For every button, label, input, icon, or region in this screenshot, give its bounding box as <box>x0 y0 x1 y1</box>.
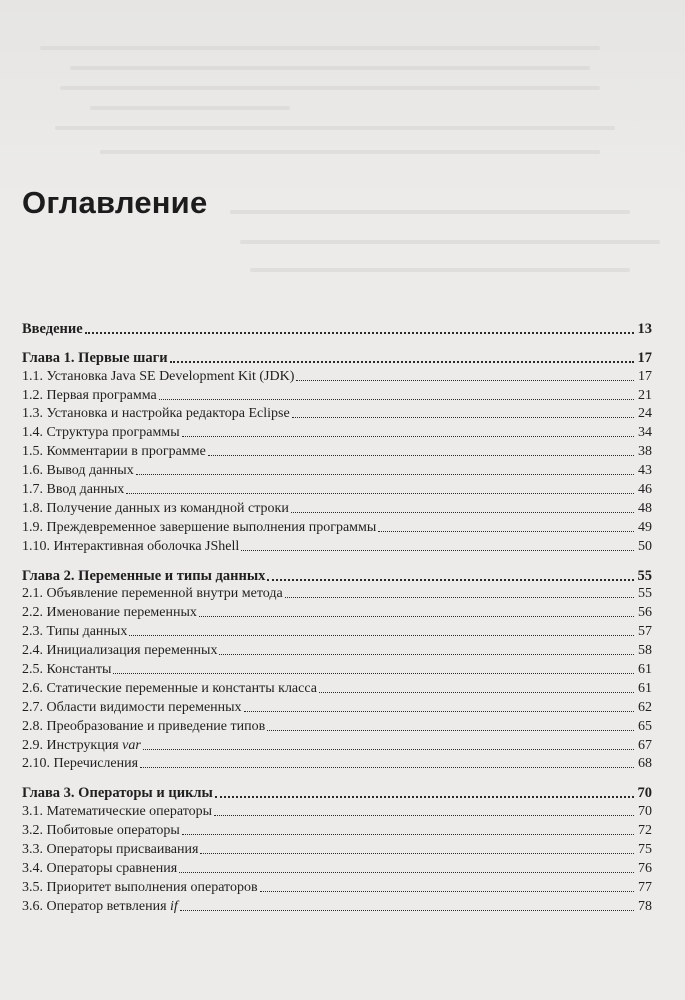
dot-leader <box>219 635 634 655</box>
dot-leader <box>140 749 634 769</box>
dot-leader <box>208 436 634 456</box>
entry-keyword: if <box>170 898 178 914</box>
page-number: 13 <box>637 320 652 337</box>
entry-title <box>22 538 241 557</box>
page-number: 62 <box>638 699 652 715</box>
entry-label: 1.6. Вывод данных <box>22 463 134 479</box>
dot-leader <box>182 417 634 437</box>
entry-title <box>22 860 179 879</box>
entry-label: 1.5. Комментарии в программе <box>22 444 206 460</box>
dot-leader <box>179 853 634 873</box>
page-number: 65 <box>638 718 652 734</box>
bleed-line <box>100 150 600 154</box>
entry-label: 3.1. Математические операторы <box>22 804 213 820</box>
dot-leader <box>267 711 634 731</box>
entry-title <box>22 462 136 481</box>
entry-label: 2.10. Перечисления <box>22 756 139 772</box>
entry-label: 2.5. Константы <box>22 662 112 678</box>
chapter-title <box>22 567 267 586</box>
entry-label: 1.7. Ввод данных <box>22 482 125 498</box>
entry-title <box>22 481 126 500</box>
page-number: 34 <box>638 425 652 441</box>
bleed-line <box>55 126 615 130</box>
dot-leader <box>215 777 634 798</box>
page-number: 78 <box>638 898 652 914</box>
entry-label: 3.5. Приоритет выполнения операторов <box>22 879 258 895</box>
entry-title <box>22 500 291 519</box>
dot-leader <box>292 399 634 419</box>
entry-label: 1.1. Установка Java SE Development Kit (JDK) <box>22 368 295 384</box>
entry-label: 3.4. Операторы сравнения <box>22 860 178 876</box>
page-number: 70 <box>638 804 652 820</box>
entry-label: 2.7. Области видимости переменных <box>22 699 242 715</box>
toc-chapter-heading[interactable] <box>22 312 652 337</box>
toc-chapter-heading[interactable] <box>22 559 652 584</box>
entry-title <box>22 898 180 917</box>
page-number: 70 <box>637 785 652 802</box>
bleed-line <box>250 268 630 272</box>
entry-label: 3.2. Побитовые операторы <box>22 823 180 839</box>
entry-label: 1.10. Интерактивная оболочка JShell <box>22 538 240 554</box>
page-number: 68 <box>638 756 652 772</box>
entry-title <box>22 822 182 841</box>
page-number: 48 <box>638 500 652 516</box>
page-number: 77 <box>638 879 652 895</box>
entry-title <box>22 623 129 642</box>
entry-label: 2.1. Объявление переменной внутри метода <box>22 586 283 602</box>
toc-entry[interactable] <box>22 672 652 696</box>
page-number: 17 <box>638 368 652 384</box>
entry-label: 1.8. Получение данных из командной строки <box>22 500 289 516</box>
entry-title <box>22 841 200 860</box>
entry-label: 1.3. Установка и настройка редактора Eclipse <box>22 406 290 422</box>
dot-leader <box>113 654 634 674</box>
page-number: 17 <box>637 349 652 366</box>
page-number: 61 <box>638 680 652 696</box>
chapter-title <box>22 784 215 803</box>
bleed-line <box>70 66 590 70</box>
entry-label: 3.3. Операторы присваивания <box>22 842 199 858</box>
page-number: 58 <box>638 643 652 659</box>
entry-label: 2.4. Инициализация переменных <box>22 643 218 659</box>
entry-label: 3.6. Оператор ветвления <box>22 898 167 914</box>
page-number: 38 <box>638 444 652 460</box>
entry-label: 2.9. Инструкция <box>22 737 119 753</box>
entry-title <box>22 737 143 756</box>
bleed-line <box>90 106 290 110</box>
dot-leader <box>260 872 634 892</box>
bleed-line <box>40 46 600 50</box>
page-number: 55 <box>638 586 652 602</box>
entry-label: 2.3. Типы данных <box>22 624 128 640</box>
entry-title <box>22 755 140 774</box>
dot-leader <box>85 313 634 334</box>
dot-leader <box>136 455 634 475</box>
dot-leader <box>285 579 634 599</box>
page-number: 24 <box>638 406 652 422</box>
page-number: 56 <box>638 605 652 621</box>
entry-label: Глава 3. Операторы и циклы <box>22 785 213 802</box>
dot-leader <box>200 834 634 854</box>
bleed-line <box>60 86 600 90</box>
dot-leader <box>291 493 634 513</box>
page-number: 50 <box>638 538 652 554</box>
dot-leader <box>241 531 634 551</box>
bleed-line <box>240 240 660 244</box>
page-number: 57 <box>638 624 652 640</box>
entry-title <box>22 699 244 718</box>
entry-label: Глава 2. Переменные и типы данных <box>22 567 266 584</box>
entry-label: 2.8. Преобразование и приведение типов <box>22 718 266 734</box>
entry-title <box>22 424 182 443</box>
entry-title <box>22 661 113 680</box>
dot-leader <box>182 815 634 835</box>
dot-leader <box>319 673 634 693</box>
dot-leader <box>143 730 634 750</box>
page-number: 61 <box>638 662 652 678</box>
page-number: 55 <box>637 567 652 584</box>
dot-leader <box>378 512 634 532</box>
table-of-contents <box>22 312 652 914</box>
dot-leader <box>244 692 634 712</box>
chapter-title <box>22 320 85 339</box>
entry-label: 1.4. Структура программы <box>22 425 180 441</box>
page-number: 76 <box>638 860 652 876</box>
page-number: 72 <box>638 823 652 839</box>
entry-label: Глава 1. Первые шаги <box>22 349 168 366</box>
entry-label: 1.9. Преждевременное завершение выполнения программы <box>22 519 377 535</box>
entry-label: 2.2. Именование переменных <box>22 605 197 621</box>
dot-leader <box>214 796 634 816</box>
bleed-line <box>230 210 630 214</box>
dot-leader <box>199 597 634 617</box>
dot-leader <box>126 474 634 494</box>
entry-label: 1.2. Первая программа <box>22 387 157 403</box>
dot-leader <box>159 380 634 400</box>
dot-leader <box>180 891 634 911</box>
entry-label: Введение <box>22 320 83 337</box>
page-number: 21 <box>638 387 652 403</box>
page-number: 46 <box>638 482 652 498</box>
entry-keyword: var <box>122 737 141 753</box>
toc-chapter-heading[interactable] <box>22 776 652 802</box>
dot-leader <box>296 361 634 381</box>
page-number: 49 <box>638 519 652 535</box>
toc-entry[interactable] <box>22 653 652 678</box>
page-number: 75 <box>638 842 652 858</box>
dot-leader <box>170 342 634 363</box>
page-title: Оглавление <box>22 185 208 220</box>
page-number: 67 <box>638 737 652 753</box>
toc-chapter-heading[interactable] <box>22 341 652 366</box>
entry-label: 2.6. Статические переменные и константы класса <box>22 680 317 696</box>
dot-leader <box>267 560 634 581</box>
entry-title <box>22 387 159 406</box>
page-number: 43 <box>638 463 652 479</box>
chapter-title <box>22 349 170 368</box>
page-bleed-through <box>0 0 685 200</box>
dot-leader <box>129 616 634 636</box>
